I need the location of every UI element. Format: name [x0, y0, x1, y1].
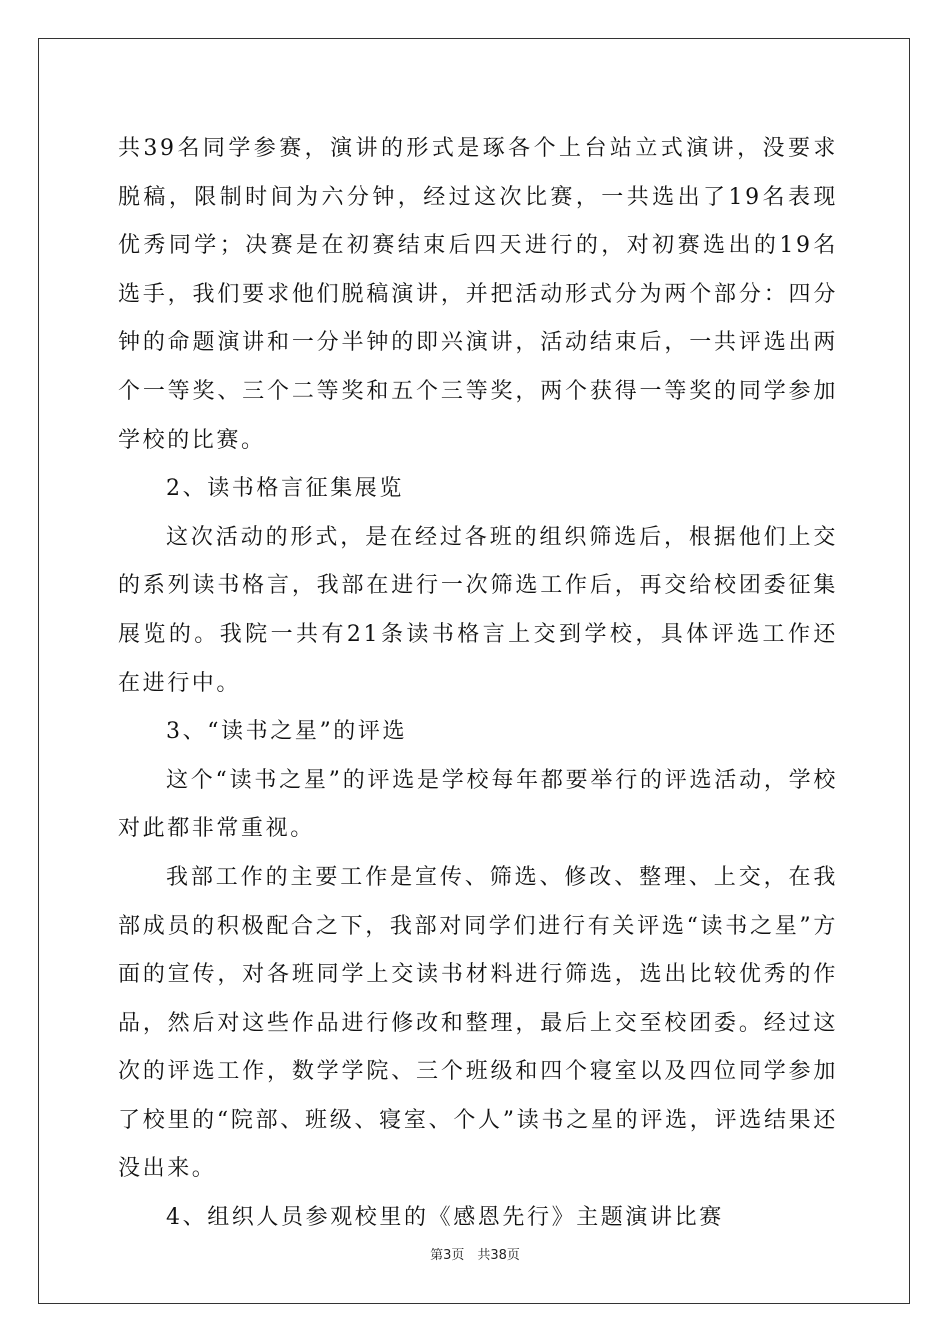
section-heading: 2、读书格言征集展览 [166, 476, 404, 502]
section-heading: 3、“读书之星”的评选 [166, 719, 408, 745]
document-body [118, 125, 838, 1243]
page-number-footer: 第3页 共38页 [430, 1248, 520, 1263]
paragraph: 共39名同学参赛，演讲的形式是琢各个上台站立式演讲，没要求脱稿，限制时间为六分钟，经过这次比赛，一共选出了19名表现优秀同学；决赛是在初赛结束后四天进行的，对初赛选出的19名选手，我们要求他们脱稿演讲，并把活动形式分为两个部分：四分钟的命题演讲和一分半钟的即兴演讲，活动结束后，一共评选出两个一等奖、三个二等奖和五个三等奖，两个获得一等奖的同学参加学校的比赛。 [118, 136, 838, 453]
paragraph: 我部工作的主要工作是宣传、筛选、修改、整理、上交，在我部成员的积极配合之下，我部对同学们进行有关评选“读书之星”方面的宣传，对各班同学上交读书材料进行筛选，选出比较优秀的作品，然后对这些作品进行修改和整理，最后上交至校团委。经过这次的评选工作，数学学院、三个班级和四个寝室以及四位同学参加了校里的“院部、班级、寝室、个人”读书之星的评选，评选结果还没出来。 [118, 864, 838, 1182]
paragraph: 这次活动的形式，是在经过各班的组织筛选后，根据他们上交的系列读书格言，我部在进行一次筛选工作后，再交给校团委征集展览的。我院一共有21条读书格言上交到学校，具体评选工作还在进行中。 [118, 524, 838, 696]
section-heading: 4、组织人员参观校里的《感恩先行》主题演讲比赛 [166, 1205, 724, 1231]
paragraph: 这个“读书之星”的评选是学校每年都要举行的评选活动，学校对此都非常重视。 [118, 767, 838, 842]
